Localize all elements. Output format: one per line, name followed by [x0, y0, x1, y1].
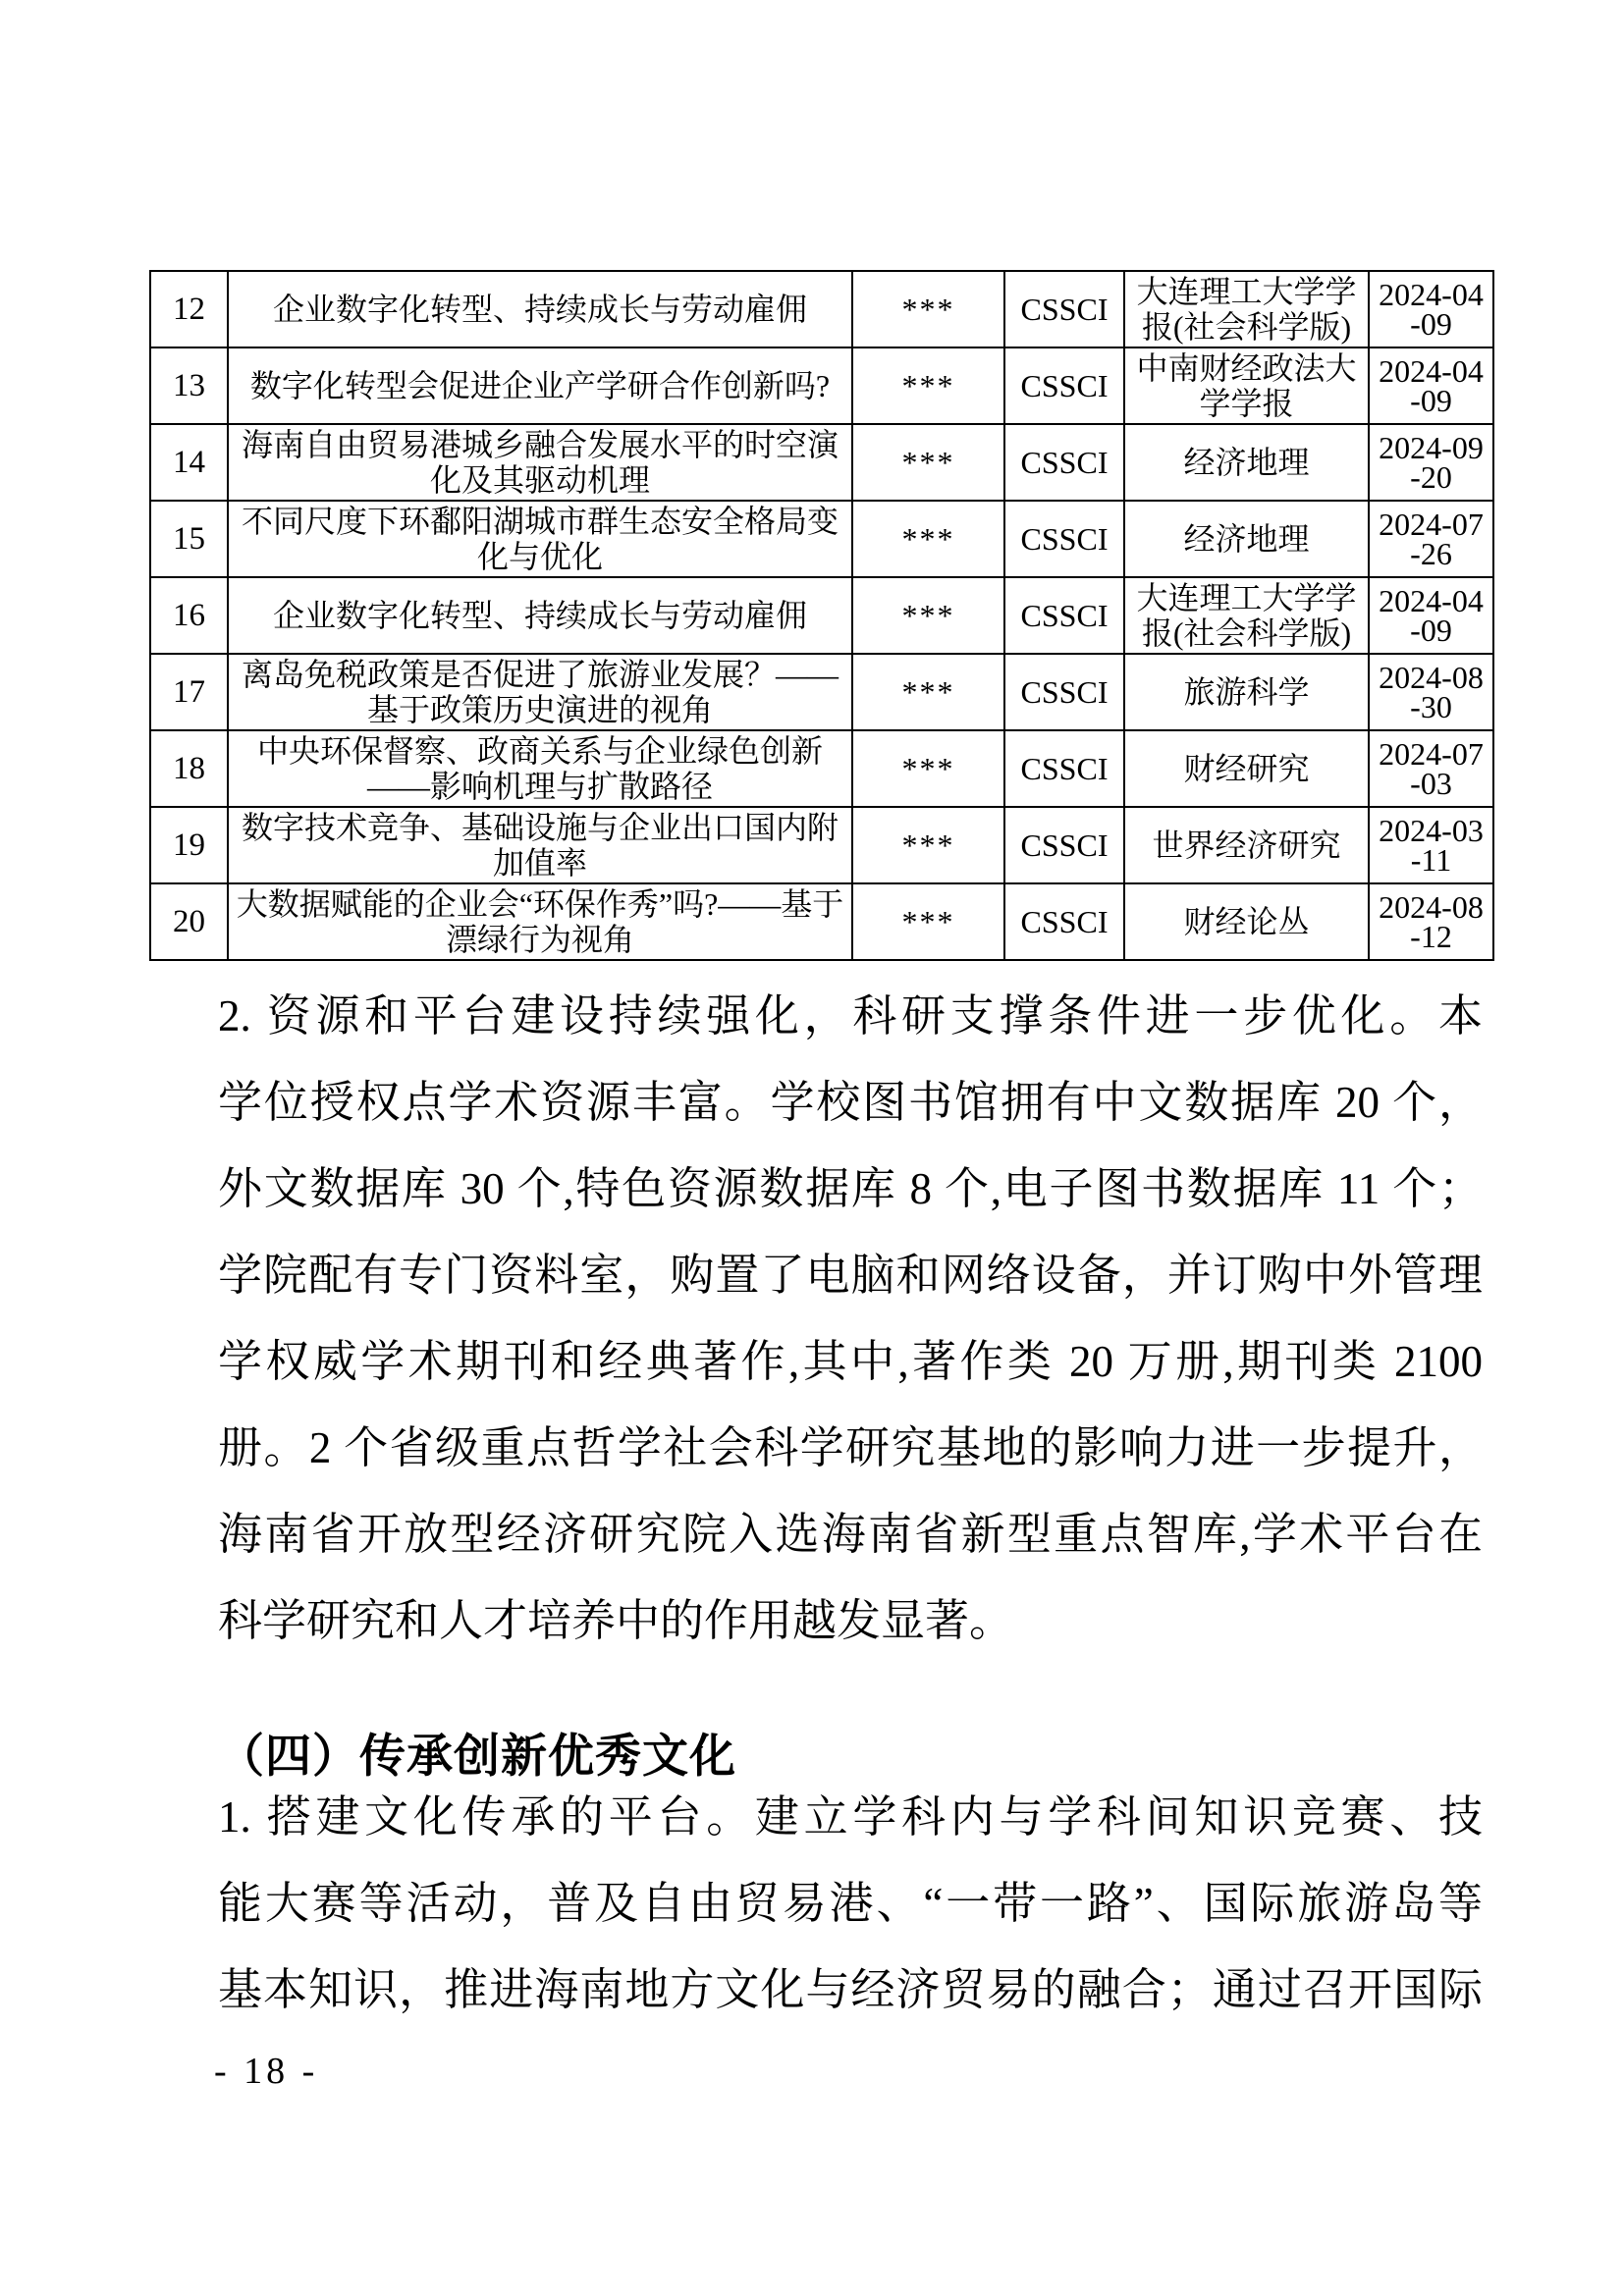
publish-date-cell: [1369, 730, 1493, 807]
author-cell: ***: [852, 883, 1004, 960]
paragraph-line: 2. 资源和平台建设持续强化，科研支撑条件进一步优化。本: [218, 991, 1483, 1041]
row-number-cell: 12: [150, 271, 228, 347]
paragraph-line: 学院配有专门资料室，购置了电脑和网络设备，并订购中外管理: [218, 1251, 1483, 1300]
row-number-cell: 19: [150, 807, 228, 883]
row-number-cell: 17: [150, 654, 228, 730]
paragraph-line: 学权威学术期刊和经典著作,其中,著作类 20 万册,期刊类 2100: [218, 1337, 1483, 1386]
author-cell: ***: [852, 501, 1004, 577]
table-row: [150, 347, 1493, 424]
paragraph-line: 学位授权点学术资源丰富。学校图书馆拥有中文数据库 20 个，: [218, 1078, 1483, 1127]
table-row: [150, 271, 1493, 347]
journal-name-cell: 大连理工大学学报(社会科学版): [1124, 271, 1369, 347]
paragraph-resources-platform: [218, 973, 1483, 1664]
journal-name-cell: 旅游科学: [1124, 654, 1369, 730]
section-heading-culture: （四）传承创新优秀文化: [218, 1730, 736, 1782]
table-row: [150, 501, 1493, 577]
publish-date-line2: -12: [1410, 919, 1452, 954]
journal-level-cell: CSSCI: [1004, 883, 1124, 960]
publish-date-line2: -03: [1410, 766, 1452, 801]
paragraph-culture-platform: [218, 1774, 1483, 2033]
author-cell: ***: [852, 730, 1004, 807]
paragraph-line: 基本知识，推进海南地方文化与经济贸易的融合；通过召开国际: [218, 1965, 1483, 2014]
row-number-cell: 15: [150, 501, 228, 577]
publish-date-cell: [1369, 271, 1493, 347]
table-row: [150, 883, 1493, 960]
journal-name-cell: 经济地理: [1124, 424, 1369, 501]
paragraph-line: 能大赛等活动，普及自由贸易港、“一带一路”、国际旅游岛等: [218, 1879, 1483, 1928]
publish-date-line2: -09: [1410, 306, 1452, 342]
journal-level-cell: CSSCI: [1004, 501, 1124, 577]
author-cell: ***: [852, 424, 1004, 501]
publish-date-line2: -09: [1410, 613, 1452, 648]
paragraph-line: 1. 搭建文化传承的平台。建立学科内与学科间知识竞赛、技: [218, 1792, 1483, 1842]
author-cell: ***: [852, 271, 1004, 347]
paper-title-cell: 企业数字化转型、持续成长与劳动雇佣: [228, 271, 852, 347]
publish-date-line1: 2024-07: [1379, 507, 1484, 542]
publications-table-body: [150, 271, 1493, 960]
paper-title-cell: 数字化转型会促进企业产学研合作创新吗?: [228, 347, 852, 424]
table-row: [150, 807, 1493, 883]
journal-name-cell: 中南财经政法大学学报: [1124, 347, 1369, 424]
publish-date-line1: 2024-04: [1379, 353, 1484, 389]
paper-title-cell: 中央环保督察、政商关系与企业绿色创新——影响机理与扩散路径: [228, 730, 852, 807]
journal-name-cell: 财经论丛: [1124, 883, 1369, 960]
author-cell: ***: [852, 654, 1004, 730]
publish-date-line1: 2024-04: [1379, 277, 1484, 312]
journal-level-cell: CSSCI: [1004, 347, 1124, 424]
table-row: [150, 654, 1493, 730]
paragraph-line: 外文数据库 30 个,特色资源数据库 8 个,电子图书数据库 11 个；: [218, 1164, 1483, 1213]
journal-level-cell: CSSCI: [1004, 807, 1124, 883]
publish-date-line1: 2024-09: [1379, 430, 1484, 465]
publications-table: [149, 270, 1494, 961]
journal-level-cell: CSSCI: [1004, 577, 1124, 654]
paper-title-cell: 企业数字化转型、持续成长与劳动雇佣: [228, 577, 852, 654]
publish-date-line1: 2024-04: [1379, 583, 1484, 618]
paper-title-cell: 离岛免税政策是否促进了旅游业发展？——基于政策历史演进的视角: [228, 654, 852, 730]
author-cell: ***: [852, 347, 1004, 424]
publish-date-cell: [1369, 501, 1493, 577]
publish-date-line1: 2024-07: [1379, 736, 1484, 772]
journal-level-cell: CSSCI: [1004, 271, 1124, 347]
publish-date-cell: [1369, 347, 1493, 424]
row-number-cell: 13: [150, 347, 228, 424]
row-number-cell: 18: [150, 730, 228, 807]
journal-level-cell: CSSCI: [1004, 730, 1124, 807]
journal-level-cell: CSSCI: [1004, 424, 1124, 501]
publish-date-line2: -09: [1410, 383, 1452, 418]
table-row: [150, 730, 1493, 807]
journal-level-cell: CSSCI: [1004, 654, 1124, 730]
paper-title-cell: 数字技术竞争、基础设施与企业出口国内附加值率: [228, 807, 852, 883]
row-number-cell: 14: [150, 424, 228, 501]
journal-name-cell: 经济地理: [1124, 501, 1369, 577]
paper-title-cell: 海南自由贸易港城乡融合发展水平的时空演化及其驱动机理: [228, 424, 852, 501]
paper-title-cell: 不同尺度下环鄱阳湖城市群生态安全格局变化与优化: [228, 501, 852, 577]
publish-date-line2: -30: [1410, 689, 1452, 724]
publish-date-cell: [1369, 883, 1493, 960]
publish-date-cell: [1369, 424, 1493, 501]
publish-date-cell: [1369, 577, 1493, 654]
paragraph-line: 册。2 个省级重点哲学社会科学研究基地的影响力进一步提升，: [218, 1423, 1483, 1472]
author-cell: ***: [852, 577, 1004, 654]
row-number-cell: 20: [150, 883, 228, 960]
journal-name-cell: 世界经济研究: [1124, 807, 1369, 883]
publish-date-line2: -20: [1410, 459, 1452, 495]
publish-date-line1: 2024-03: [1379, 813, 1484, 848]
publish-date-cell: [1369, 807, 1493, 883]
publish-date-cell: [1369, 654, 1493, 730]
table-row: [150, 424, 1493, 501]
journal-name-cell: 财经研究: [1124, 730, 1369, 807]
paper-title-cell: 大数据赋能的企业会“环保作秀”吗?——基于漂绿行为视角: [228, 883, 852, 960]
publish-date-line2: -26: [1410, 536, 1452, 571]
paragraph-line: 科学研究和人才培养中的作用越发显著。: [218, 1596, 1014, 1645]
table-row: [150, 577, 1493, 654]
journal-name-cell: 大连理工大学学报(社会科学版): [1124, 577, 1369, 654]
publish-date-line1: 2024-08: [1379, 889, 1484, 925]
row-number-cell: 16: [150, 577, 228, 654]
author-cell: ***: [852, 807, 1004, 883]
paragraph-line: 海南省开放型经济研究院入选海南省新型重点智库,学术平台在: [218, 1510, 1483, 1559]
publish-date-line1: 2024-08: [1379, 660, 1484, 695]
page-number: - 18 -: [214, 2051, 319, 2092]
publish-date-line2: -11: [1410, 842, 1452, 878]
